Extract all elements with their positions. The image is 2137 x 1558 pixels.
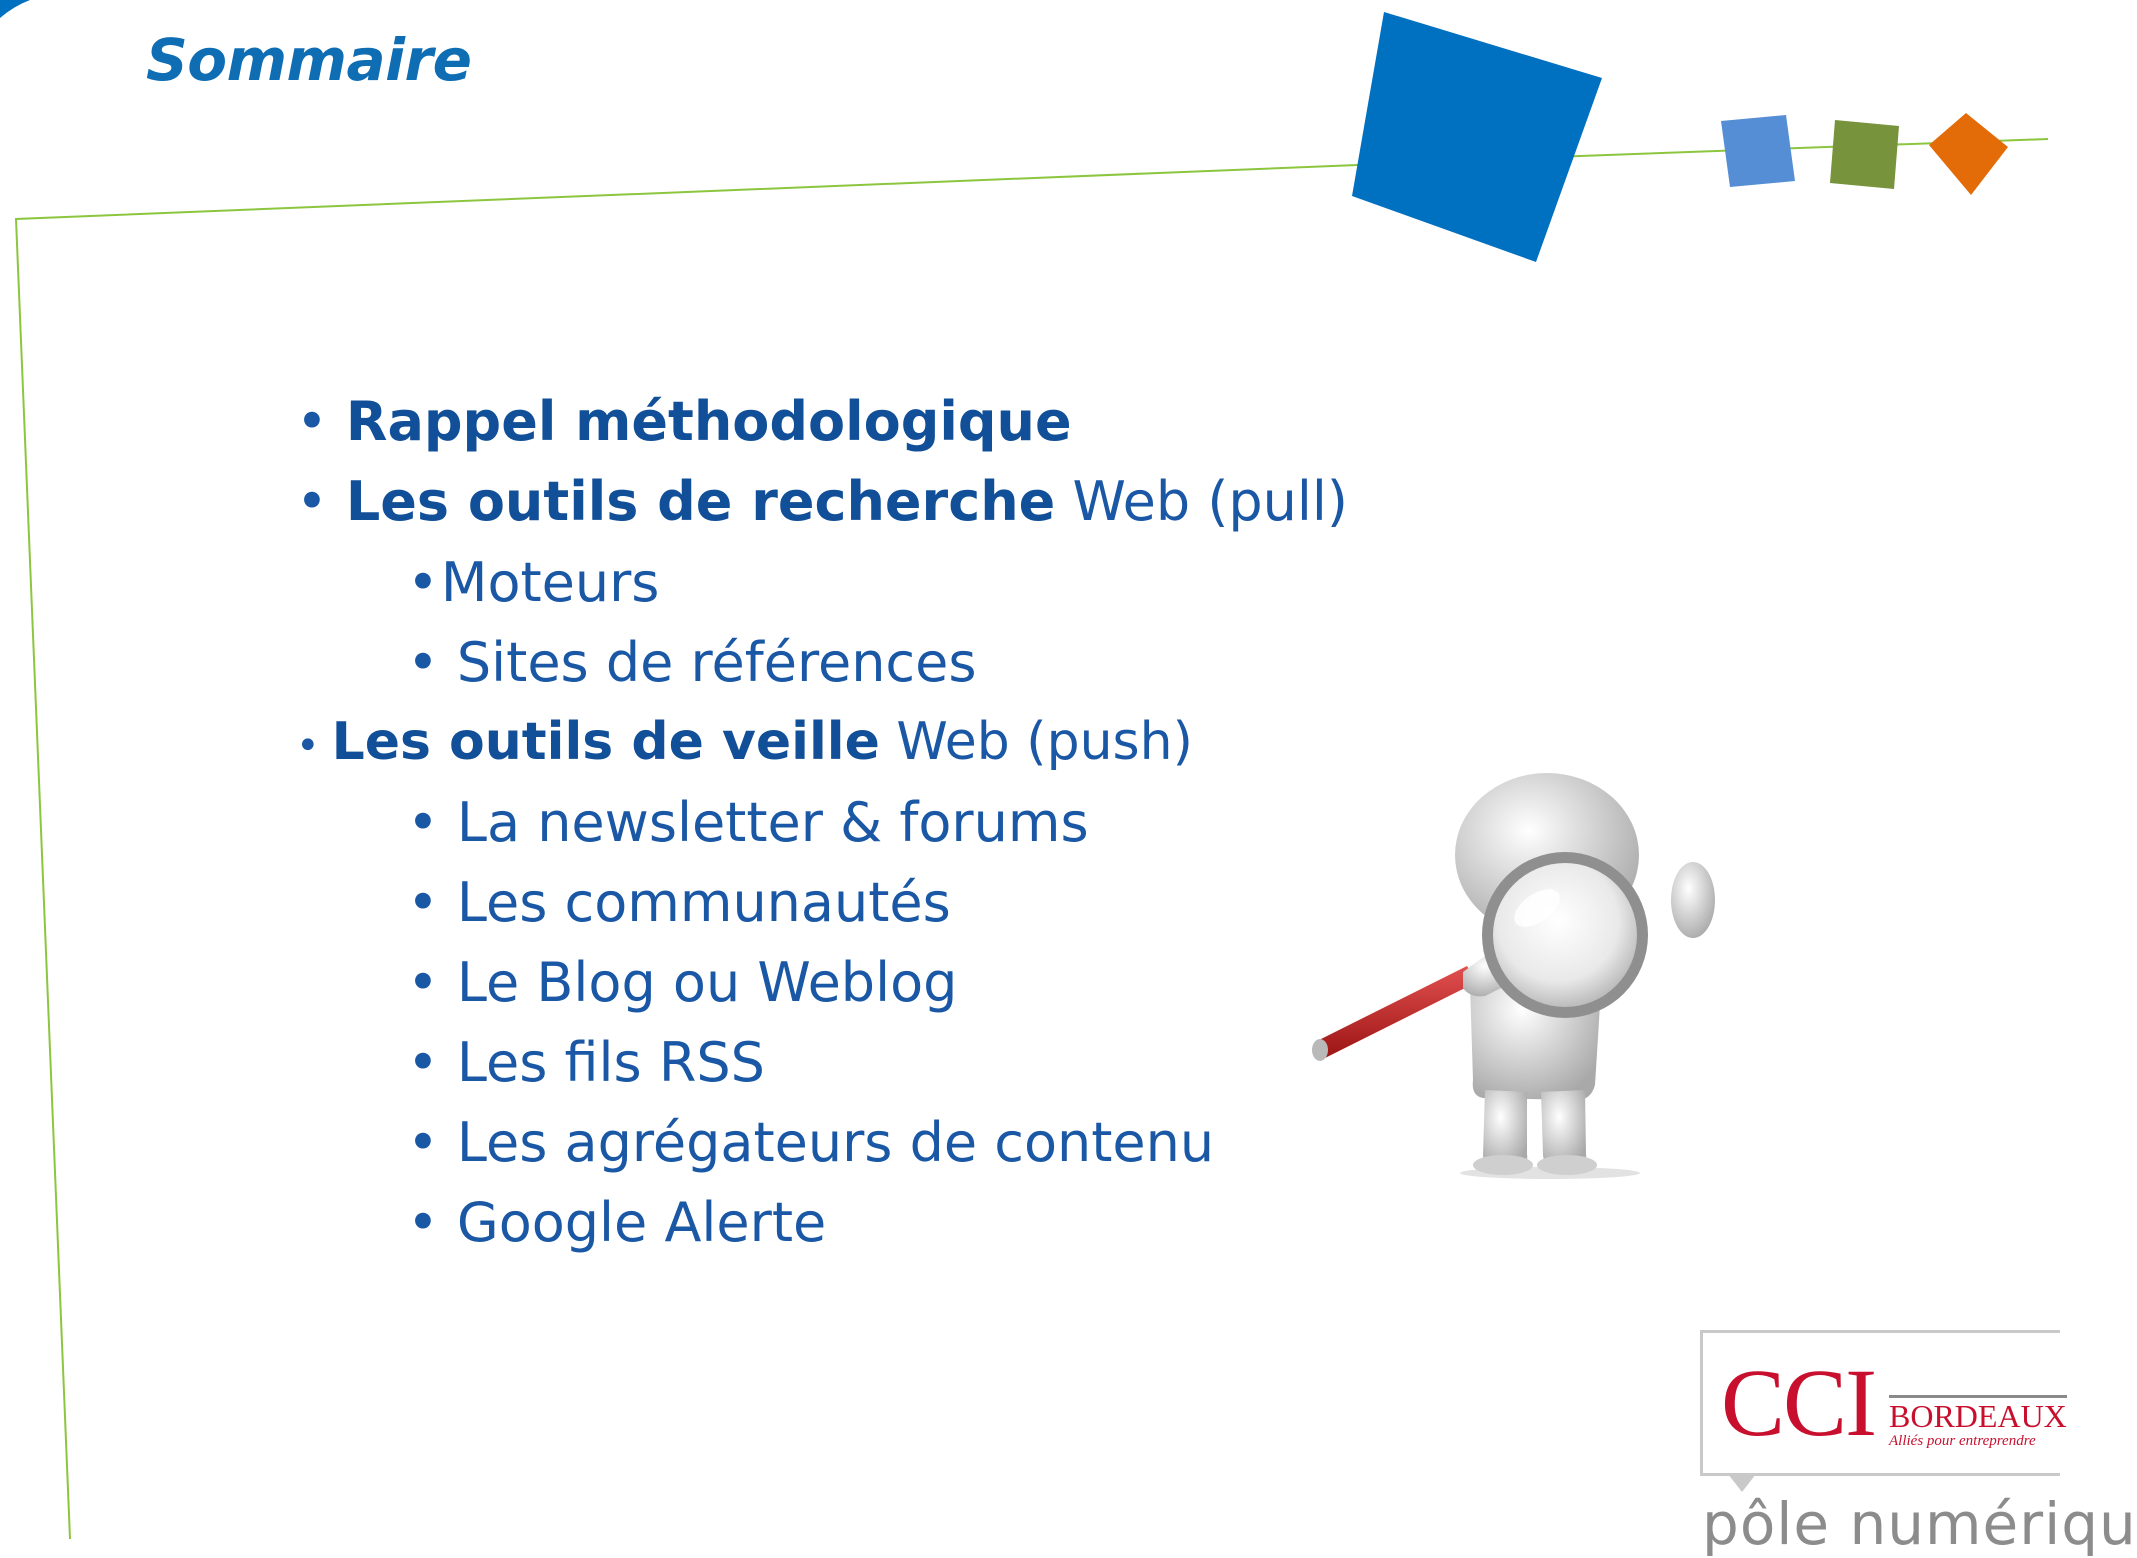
bullet: • — [407, 1031, 439, 1094]
light-blue-square — [1721, 115, 1795, 187]
list-item — [407, 871, 951, 934]
logo-tagline: Alliés pour entreprendre — [1889, 1433, 2036, 1449]
list-item — [407, 1031, 765, 1094]
slide-title: Sommaire — [146, 26, 472, 94]
bullet: • — [296, 470, 328, 533]
list-item — [296, 470, 1348, 533]
item-text: La newsletter & forums — [456, 791, 1089, 854]
green-square — [1830, 120, 1899, 189]
item-text: Web (push) — [879, 712, 1193, 772]
item-text: Moteurs — [440, 551, 660, 614]
logo-cci-text: CCI — [1721, 1349, 1876, 1456]
item-text: Les fils RSS — [456, 1031, 765, 1094]
bullet: • — [407, 551, 439, 614]
list-item — [407, 1191, 827, 1254]
bullet: • — [407, 791, 439, 854]
logo-city-text: BORDEAUX — [1889, 1395, 2067, 1432]
bullet: • — [407, 1191, 439, 1254]
list-item — [407, 1111, 1215, 1174]
big-blue-square — [1352, 12, 1602, 262]
item-bold-text: Les outils de veille — [331, 712, 880, 772]
bullet: • — [407, 951, 439, 1014]
list-item — [407, 791, 1089, 854]
bullet: • — [296, 390, 328, 453]
item-text: Sites de références — [456, 631, 977, 694]
list-item — [407, 631, 977, 694]
item-bold-text: Rappel méthodologique — [345, 390, 1072, 453]
item-text: Le Blog ou Weblog — [456, 951, 958, 1014]
pole-numerique-text: pôle numériqu — [1702, 1490, 2137, 1558]
item-text: Les communautés — [456, 871, 951, 934]
bullet: • — [407, 1111, 439, 1174]
bullet: • — [296, 723, 320, 769]
bullet: • — [407, 871, 439, 934]
list-item — [296, 712, 1193, 772]
list-item — [407, 951, 958, 1014]
cci-logo — [1700, 1330, 2067, 1476]
corner-swoosh — [0, 0, 30, 18]
bullet: • — [407, 631, 439, 694]
magnifying-glass-figure-icon — [1305, 760, 1725, 1180]
item-text: Web (pull) — [1055, 470, 1348, 533]
item-text: Les agrégateurs de contenu — [456, 1111, 1215, 1174]
orange-square — [1929, 113, 2008, 195]
list-item — [296, 390, 1072, 453]
item-text: Google Alerte — [456, 1191, 827, 1254]
list-item — [407, 551, 660, 614]
item-bold-text: Les outils de recherche — [345, 470, 1056, 533]
